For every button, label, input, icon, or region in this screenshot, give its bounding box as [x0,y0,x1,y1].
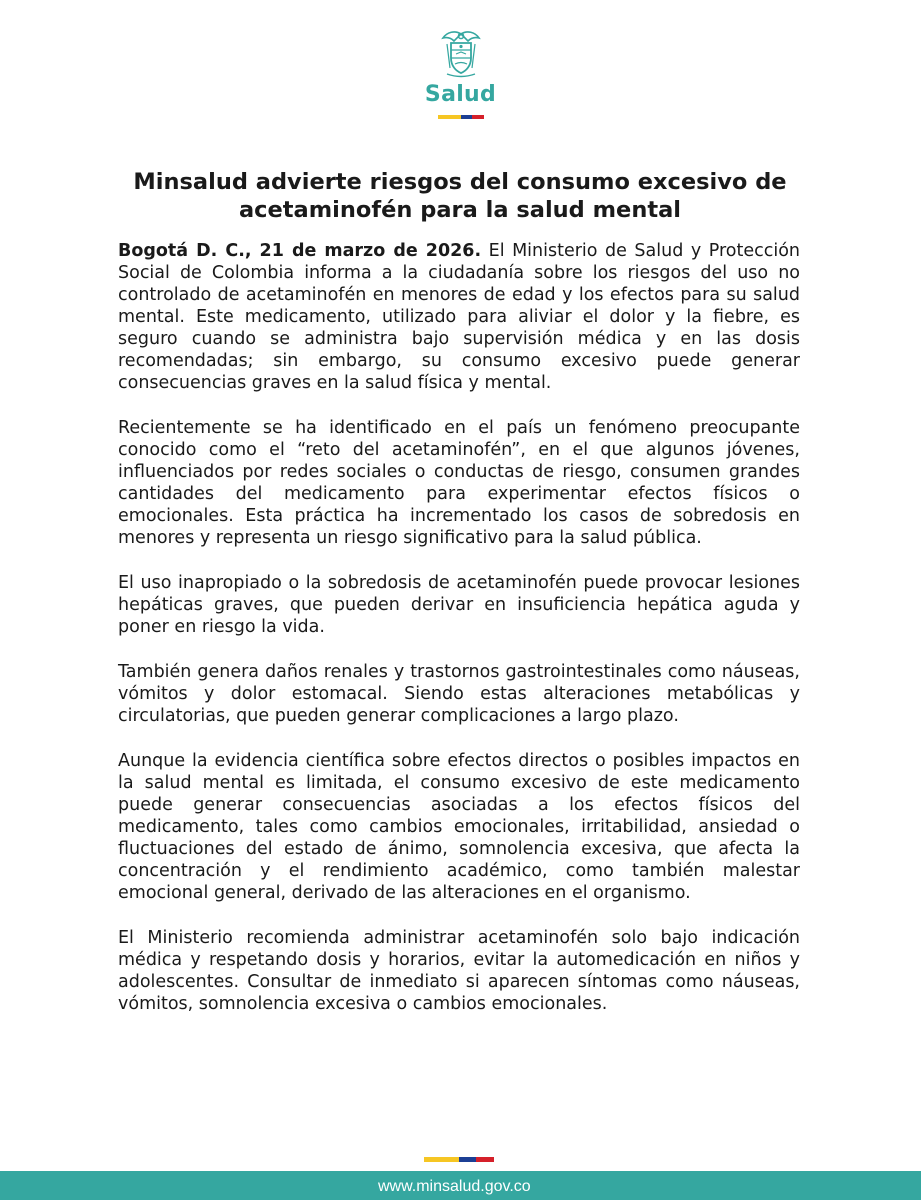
footer-website-link[interactable]: www.minsalud.gov.co [378,1178,531,1195]
footer-flag-yellow [424,1157,459,1162]
paragraph-1-text: El Ministerio de Salud y Protección Social de Colombia informa a la ciudadanía sobre los riesgos del uso no controlado de acetaminofén en menores de edad y los efectos para su salud mental. Este medicamento, utilizado para aliviar el dolor y la fiebre, es seguro cuando se administra bajo supervisión médica y en las dosis recomendadas; sin embargo, su consumo excesivo puede generar consecuencias graves en la salud física y mental. [118,241,800,393]
colombia-coat-of-arms-icon [437,28,485,80]
paragraph-6: El Ministerio recomienda administrar acetaminofén solo bajo indicación médica y respetando dosis y horarios, evitar la automedicación en niños y adolescentes. Consultar de inmediato si aparecen síntomas como náuseas, vómitos, somnolencia excesiva o cambios emocionales. [118,928,800,1014]
paragraph-2: Recientemente se ha identificado en el país un fenómeno preocupante conocido como el “reto del acetaminofén”, en el que algunos jóvenes, influenciados por redes sociales o conductas de riesgo, consumen grandes cantidades del medicamento para experimentar efectos físicos o emocionales. Esta práctica ha incrementado los casos de sobredosis en menores y representa un riesgo significativo para la salud pública. [118,418,800,548]
colombia-flag-stripe [438,115,484,119]
paragraph-1 [118,240,800,394]
footer-flag-blue [459,1157,476,1162]
press-release-title: Minsalud advierte riesgos del consumo excesivo de acetaminofén para la salud mental [133,169,787,223]
paragraph-4: También genera daños renales y trastornos gastrointestinales como náuseas, vómitos y dolor estomacal. Siendo estas alteraciones metabólicas y circulatorias, que pueden generar complicaciones a largo plazo. [118,662,800,726]
flag-yellow-stripe [438,115,461,119]
paragraph-3: El uso inapropiado o la sobredosis de acetaminofén puede provocar lesiones hepáticas graves, que pueden derivar en insuficiencia hepática aguda y poner en riesgo la vida. [118,573,800,637]
page-header [0,28,921,119]
flag-red-stripe [472,115,484,119]
dateline: Bogotá D. C., 21 de marzo de 2026. [118,241,482,261]
flag-blue-stripe [461,115,472,119]
footer-bar [0,1171,921,1200]
footer-flag-stripe [424,1157,494,1162]
footer-flag-red [476,1157,494,1162]
salud-logo-wordmark: Salud [424,82,497,107]
paragraph-5: Aunque la evidencia científica sobre efectos directos o posibles impactos en la salud mental es limitada, el consumo excesivo de este medicamento puede generar consecuencias asociadas a los efectos físicos del medicamento, tales como cambios emocionales, irritabilidad, ansiedad o fluctuaciones del estado de ánimo, somnolencia excesiva, que afecta la concentración y el rendimiento académico, como también malestar emocional general, derivado de las alteraciones en el organismo. [118,751,800,903]
press-release-body [118,240,800,1038]
footer-url-container [378,1176,531,1196]
